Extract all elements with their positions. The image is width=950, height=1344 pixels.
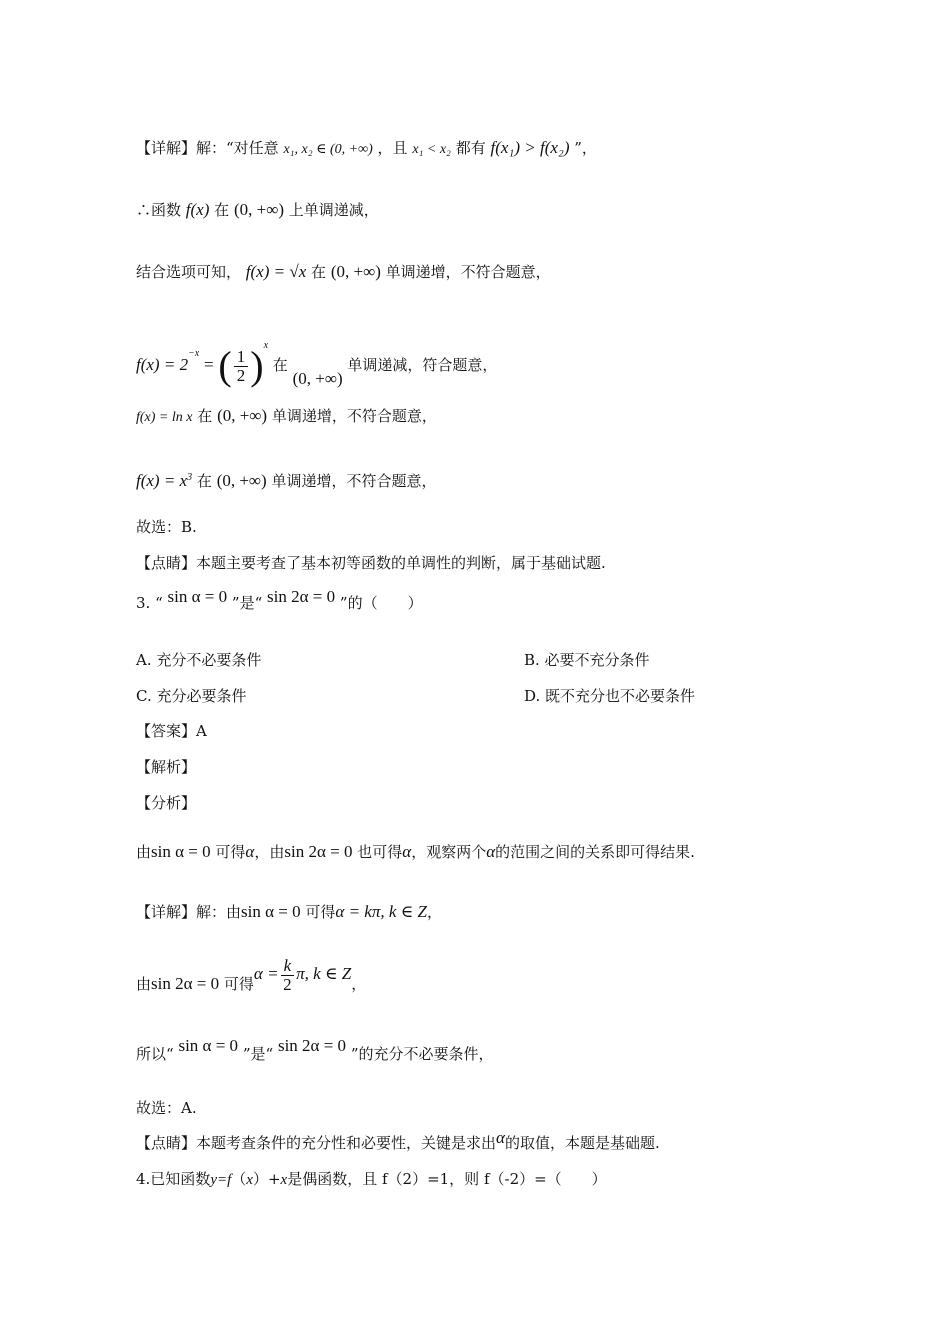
text: 单调递减，符合题意， xyxy=(347,356,498,374)
math: (0, +∞) xyxy=(330,262,381,281)
text: ”是“ xyxy=(242,1045,274,1063)
option-a: A. 充分不必要条件 xyxy=(136,651,262,669)
math: sin 2α = 0 xyxy=(151,974,220,993)
answer-label: 【答案】A xyxy=(136,722,207,740)
remark-line-2 xyxy=(136,1128,660,1153)
detail-line-2 xyxy=(136,200,379,220)
math: f(x) = x xyxy=(136,471,188,490)
math: sin α = 0 xyxy=(241,902,301,921)
text: 单调递增，不符合题意， xyxy=(385,263,551,281)
text: （ xyxy=(231,1170,247,1188)
text: 单调递增，不符合题意， xyxy=(271,407,437,425)
text: ”的充分不必要条件， xyxy=(350,1045,494,1063)
math: f(x) = 2 xyxy=(136,355,189,374)
option-c: C. 充分必要条件 xyxy=(136,687,247,705)
text: 在 xyxy=(196,472,212,490)
math: α xyxy=(486,842,496,861)
math: (0, +∞) xyxy=(217,406,268,425)
math: (0, +∞) xyxy=(233,200,284,219)
detail-line-7 xyxy=(136,902,442,922)
analysis-label: 【解析】 xyxy=(136,758,197,776)
math: = xyxy=(204,355,214,374)
text: 4.已知函数 xyxy=(136,1170,211,1188)
text: ，且 xyxy=(377,139,408,157)
answer-choice-line-2: 故选：A. xyxy=(136,1099,197,1117)
math: α xyxy=(402,842,412,861)
text: 所以“ xyxy=(136,1045,174,1063)
paren-left: ( xyxy=(218,343,232,388)
text: 可得 xyxy=(215,843,246,861)
detail-line-4 xyxy=(136,326,497,386)
math: f(x) = ln x xyxy=(136,410,193,425)
math: x xyxy=(280,1172,288,1188)
math: f(x) = √x xyxy=(245,262,307,281)
detail-line-5 xyxy=(136,406,437,428)
text: 3. “ xyxy=(136,594,163,612)
math-sup: 3 xyxy=(187,472,193,483)
text: 可得 xyxy=(223,975,254,993)
detail-line-6 xyxy=(136,468,437,491)
text: 的范围之间的关系即可得结果. xyxy=(495,843,695,861)
text: 在 xyxy=(272,356,288,374)
text: 结合选项可知， xyxy=(136,263,242,281)
text: 【详解】解：由 xyxy=(136,903,242,921)
text: ，观察两个 xyxy=(411,843,487,861)
text: 单调递增，不符合题意， xyxy=(271,472,437,490)
option-d: D. 既不充分也不必要条件 xyxy=(524,687,696,705)
detail-line-8 xyxy=(136,952,366,996)
option-b: B. 必要不充分条件 xyxy=(524,651,650,669)
math: sin 2α = 0 xyxy=(267,587,336,606)
math: α = kπ, k ∈ Z xyxy=(335,902,427,921)
text: ”是“ xyxy=(231,594,263,612)
text: 由 xyxy=(136,843,152,861)
fraction-numerator: k xyxy=(281,957,295,976)
text: 在 xyxy=(311,263,327,281)
paren-right: ) xyxy=(250,343,264,388)
text: 在 xyxy=(197,407,213,425)
math: (0, +∞) xyxy=(292,369,343,388)
math: x₁, x₂ ∈ (0, +∞) xyxy=(283,142,373,157)
fraction-numerator: 1 xyxy=(234,348,249,367)
math: y=f xyxy=(210,1172,232,1188)
detail-line-1 xyxy=(136,138,597,160)
text: 也可得 xyxy=(357,843,403,861)
text: ∴函数 xyxy=(136,201,182,219)
fraction xyxy=(281,957,295,994)
question-3-stem xyxy=(136,587,423,613)
text: 【点睛】本题考查条件的充分性和必要性，关键是求出 xyxy=(136,1134,497,1152)
fraction xyxy=(234,348,249,385)
text: ”的（ ） xyxy=(339,594,423,612)
text: 由 xyxy=(136,975,152,993)
detail-line-3 xyxy=(136,262,551,282)
text: 的取值，本题是基础题. xyxy=(504,1134,660,1152)
fraction-denominator: 2 xyxy=(283,974,292,994)
text: 在 xyxy=(214,201,230,219)
math: sin α = 0 xyxy=(178,1036,239,1055)
math: x₁ < x₂ xyxy=(412,142,451,157)
analysis-sub-label: 【分析】 xyxy=(136,794,197,812)
text: ， xyxy=(351,975,367,993)
math-sup: −x xyxy=(188,348,200,359)
math: α xyxy=(245,842,255,861)
math: sin α = 0 xyxy=(151,842,211,861)
math: sin 2α = 0 xyxy=(284,842,353,861)
math: sin 2α = 0 xyxy=(277,1036,347,1055)
question-4-stem xyxy=(136,1169,607,1190)
math: (0, +∞) xyxy=(216,471,267,490)
text: ， xyxy=(426,903,442,921)
text: ）+ xyxy=(252,1170,281,1188)
text: ”， xyxy=(574,139,597,157)
math: π, k ∈ Z xyxy=(296,964,352,983)
analysis-line xyxy=(136,842,695,862)
text: 是偶函数，且 f（2）=1，则 f（-2）=（ ） xyxy=(287,1170,607,1188)
text: 都有 xyxy=(455,139,486,157)
text: 【详解】解：“对任意 xyxy=(136,139,279,157)
math: x xyxy=(246,1172,253,1188)
math-sup: x xyxy=(263,340,269,351)
fraction-denominator: 2 xyxy=(236,365,246,385)
math: α = xyxy=(253,964,279,983)
math: sin α = 0 xyxy=(167,587,228,606)
text: 上单调递减， xyxy=(288,201,379,219)
detail-line-9 xyxy=(136,1036,494,1064)
text: ，由 xyxy=(254,843,285,861)
math: f(x₁) > f(x₂) xyxy=(490,138,570,157)
answer-choice-line: 故选：B. xyxy=(136,518,197,536)
remark-line: 【点睛】本题主要考查了基本初等函数的单调性的判断，属于基础试题. xyxy=(136,554,606,572)
math: f(x) xyxy=(185,200,210,219)
math: α xyxy=(496,1128,505,1147)
text: 可得 xyxy=(305,903,336,921)
